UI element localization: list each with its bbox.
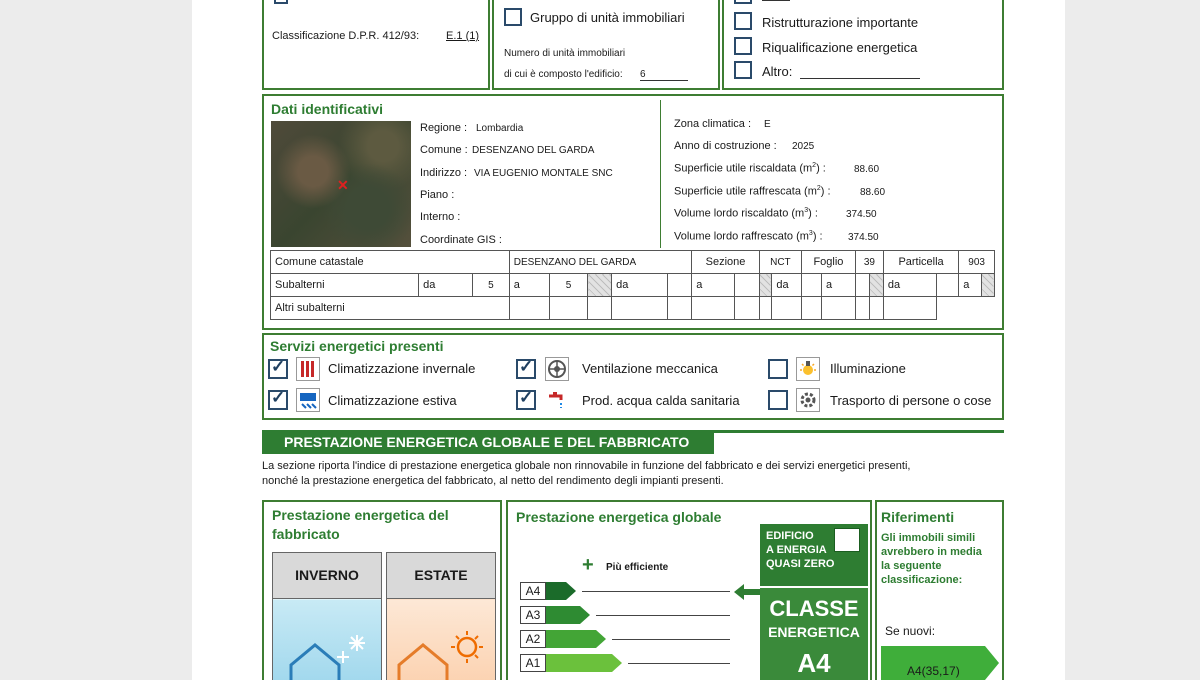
clipped-label (762, 0, 790, 1)
units-value: 6 (640, 69, 688, 81)
cell (734, 297, 759, 320)
cell (509, 297, 549, 320)
estate-panel (386, 552, 496, 680)
cell (801, 274, 821, 297)
comune-catastale-label: Comune catastale (271, 251, 510, 274)
riqualificazione-checkbox[interactable] (734, 37, 752, 55)
class-indicator-arrow-icon (734, 582, 762, 602)
cadastre-table (270, 250, 995, 320)
global-title: Prestazione energetica globale (516, 509, 722, 525)
a-label: a (822, 274, 856, 297)
da-label: da (772, 274, 802, 297)
map-marker-icon: ✕ (337, 177, 349, 193)
sup-raff-value: 88.60 (860, 187, 886, 198)
nzeb-line-1: EDIFICIO (766, 530, 814, 542)
cell (734, 274, 759, 297)
performance-band (262, 430, 1004, 454)
table-row (271, 251, 995, 274)
cell (855, 274, 869, 297)
nzeb-checkbox[interactable] (834, 528, 860, 552)
units-label-2: di cui è composto l'edificio: (504, 69, 623, 80)
cell (549, 297, 588, 320)
estate-label: ESTATE (387, 553, 495, 599)
winter-house-icon (287, 629, 377, 680)
building-title-2: fabbricato (272, 526, 340, 542)
description-line-2: nonché la prestazione energetica del fabbricato, al netto del rendimento degli impianti presenti. (262, 475, 724, 487)
references-box (875, 500, 1004, 680)
hatch-cell (759, 274, 771, 297)
services-box (262, 333, 1004, 420)
service-label: Ventilazione meccanica (582, 361, 718, 376)
group-checkbox[interactable] (504, 8, 522, 26)
services-title: Servizi energetici presenti (270, 338, 444, 354)
cell (692, 297, 734, 320)
foglio-value: 39 (855, 251, 883, 274)
sezione-value: NCT (759, 251, 801, 274)
ristrutturazione-label: Ristrutturazione importante (762, 15, 919, 30)
fan-icon (545, 357, 569, 381)
comune-catastale-value: DESENZANO DEL GARDA (509, 251, 691, 274)
intervention-box (722, 0, 1004, 90)
checkbox-partial (274, 0, 288, 4)
references-title: Riferimenti (881, 509, 955, 525)
indirizzo-label: Indirizzo : (420, 167, 468, 179)
trasporto-checkbox[interactable] (768, 390, 788, 410)
gear-icon (796, 388, 820, 412)
sup-risc-value: 88.60 (854, 164, 880, 175)
gis-label: Coordinate GIS : (420, 234, 502, 246)
indirizzo-value: VIA EUGENIO MONTALE SNC (474, 168, 613, 179)
a-label: a (692, 274, 734, 297)
class-row-a1 (520, 654, 730, 672)
anno-label: Anno di costruzione : (674, 140, 777, 152)
band-line (714, 430, 1004, 433)
global-performance-box (506, 500, 872, 680)
vol-risc-value: 374.50 (846, 209, 877, 220)
regione-value: Lombardia (476, 123, 524, 134)
radiator-icon (296, 357, 320, 381)
sup-risc-label: Superficie utile riscaldata $(m^2)$ : (674, 162, 826, 175)
foglio-label: Foglio (801, 251, 855, 274)
sezione-label: Sezione (692, 251, 760, 274)
cell (759, 297, 771, 320)
group-label: Gruppo di unità immobiliari (530, 10, 685, 25)
sub-from-value: 5 (472, 274, 509, 297)
da-label: da (883, 274, 936, 297)
hatch-cell (869, 274, 883, 297)
da-label: da (612, 274, 668, 297)
a-label: a (959, 274, 981, 297)
classe-label: CLASSE (769, 596, 859, 621)
class-row-a3 (520, 606, 730, 624)
inverno-panel (272, 552, 382, 680)
service-label: Prod. acqua calda sanitaria (582, 393, 740, 408)
energy-class-value: A4 (797, 648, 831, 678)
zona-value: E (764, 119, 771, 130)
class-row-a4 (520, 582, 730, 600)
table-row (271, 274, 995, 297)
ref-class-arrow (881, 646, 999, 680)
subalterni-label: Subalterni (271, 274, 419, 297)
ventilazione-meccanica-checkbox[interactable] (516, 359, 536, 379)
classification-value: E.1 (1) (446, 30, 480, 42)
regione-label: Regione : (420, 122, 468, 134)
vol-raff-label: Volume lordo raffrescato $(m^3)$ : (674, 230, 823, 243)
sub-to-value: 5 (549, 274, 588, 297)
comune-label: Comune : (420, 144, 468, 156)
nzeb-line-3: QUASI ZERO (766, 558, 835, 570)
ref-line-2: avrebbero in media (881, 546, 982, 558)
service-label: Illuminazione (830, 361, 906, 376)
cell (612, 297, 668, 320)
a-label: a (509, 274, 549, 297)
energetica-label: ENERGETICA (768, 624, 860, 640)
ref-line-4: classificazione: (881, 574, 963, 586)
cell (801, 297, 821, 320)
illuminazione-checkbox[interactable] (768, 359, 788, 379)
particella-value: 903 (959, 251, 995, 274)
cell (668, 297, 692, 320)
cell (869, 297, 883, 320)
cell (822, 297, 856, 320)
ristrutturazione-checkbox[interactable] (734, 12, 752, 30)
checkbox-partial (734, 0, 752, 4)
more-efficient-label: Più efficiente (606, 562, 669, 573)
riqualificazione-label: Riqualificazione energetica (762, 40, 918, 55)
ident-title: Dati identificativi (271, 101, 384, 117)
interno-label: Interno : (420, 211, 461, 223)
da-label: da (419, 274, 473, 297)
altro-input-line[interactable] (800, 78, 920, 79)
ref-line-3: la seguente (881, 560, 942, 572)
cell (772, 297, 802, 320)
band-title: PRESTAZIONE ENERGETICA GLOBALE E DEL FABBRICATO (262, 430, 714, 454)
classification-label: Classificazione D.P.R. 412/93: (272, 30, 420, 42)
lightbulb-icon (796, 357, 820, 381)
description-line-1: La sezione riporta l'indice di prestazione energetica globale non rinnovabile in funzione del fabbricato e dei servizi energetici presenti, (262, 460, 911, 472)
zona-label: Zona climatica : (674, 118, 752, 130)
climatizzazione-estiva-checkbox[interactable] (268, 390, 288, 410)
ident-divider (660, 100, 661, 248)
service-label: Climatizzazione invernale (328, 361, 476, 376)
sup-raff-label: Superficie utile raffrescata $(m^2)$ : (674, 185, 831, 198)
location-map (271, 121, 411, 247)
comune-value: DESENZANO DEL GARDA (472, 145, 595, 156)
cell (936, 274, 958, 297)
service-label: Trasporto di persone o cose (830, 393, 992, 408)
nzeb-line-2: A ENERGIA (766, 544, 827, 556)
cell (668, 274, 692, 297)
cell (883, 297, 936, 320)
ref-new-label: Se nuovi: (885, 624, 936, 638)
units-box (492, 0, 720, 90)
vol-risc-label: Volume lordo riscaldato $(m^3)$ : (674, 207, 818, 220)
acqua-calda-checkbox[interactable] (516, 390, 536, 410)
summer-house-icon (395, 629, 491, 680)
class-label: A4 (520, 582, 546, 600)
vol-raff-value: 374.50 (848, 232, 879, 243)
cell (588, 297, 612, 320)
ref-class-value: A4(35,17) (907, 664, 960, 678)
cell (855, 297, 869, 320)
class-label: A1 (520, 654, 546, 672)
service-label: Climatizzazione estiva (328, 393, 457, 408)
units-label-1: Numero di unità immobiliari (504, 48, 626, 59)
class-row-a2 (520, 630, 730, 648)
ref-line-1: Gli immobili simili (881, 532, 976, 544)
classification-box (262, 0, 490, 90)
particella-label: Particella (883, 251, 958, 274)
altro-checkbox[interactable] (734, 61, 752, 79)
climatizzazione-invernale-checkbox[interactable] (268, 359, 288, 379)
hatch-cell (981, 274, 994, 297)
table-row (271, 297, 995, 320)
nzeb-panel (760, 524, 868, 586)
class-label: A2 (520, 630, 546, 648)
altri-subalterni-label: Altri subalterni (271, 297, 510, 320)
class-label: A3 (520, 606, 546, 624)
building-performance-box (262, 500, 502, 680)
energy-class-panel (760, 588, 868, 680)
piano-label: Piano : (420, 189, 455, 201)
hatch-cell (588, 274, 612, 297)
altro-label: Altro: (762, 64, 793, 79)
anno-value: 2025 (792, 141, 815, 152)
air-conditioner-icon (296, 388, 320, 412)
faucet-icon (545, 388, 569, 412)
inverno-label: INVERNO (273, 553, 381, 599)
building-title-1: Prestazione energetica del (272, 507, 449, 523)
plus-icon: + (582, 554, 594, 576)
